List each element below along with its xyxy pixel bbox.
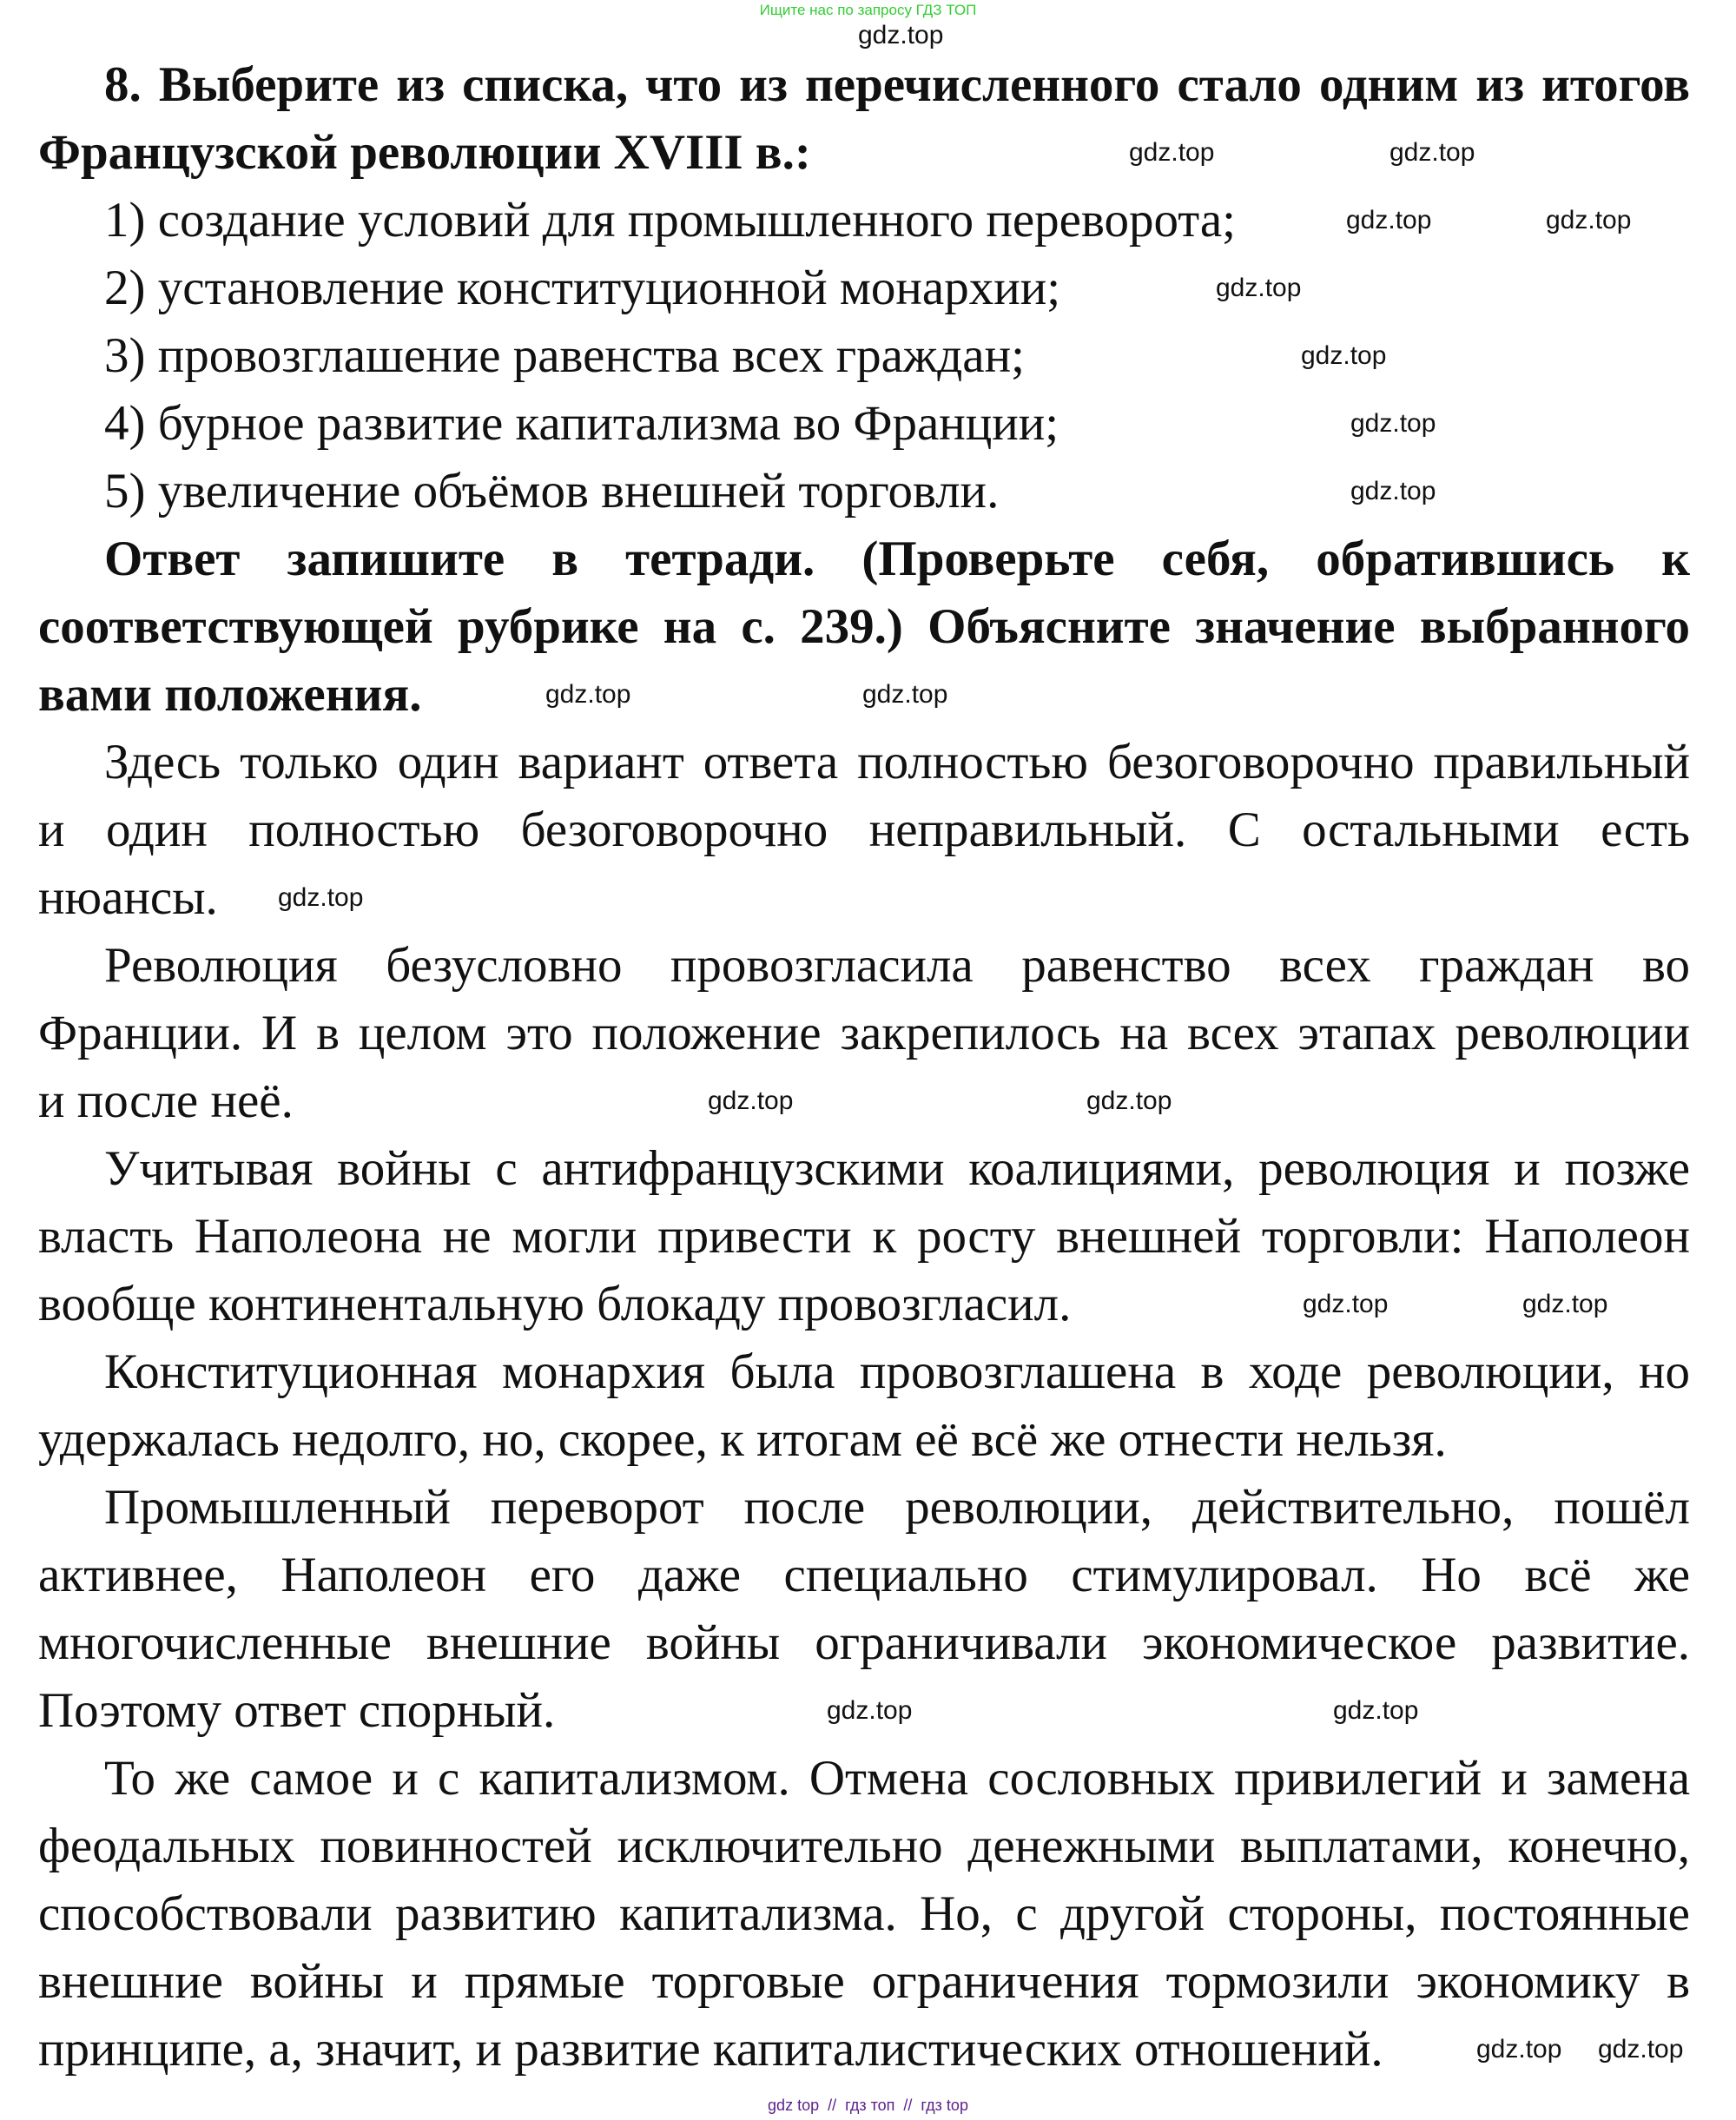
text-line: 4) бурное развитие капитализма во Франции; [104, 396, 1059, 451]
watermark: gdz.top [708, 1086, 794, 1115]
watermark: gdz.top [1303, 1290, 1389, 1318]
watermark: gdz.top [862, 680, 948, 709]
text-line-row [38, 1542, 1690, 1609]
text-line-row [38, 1609, 1690, 1677]
text-line: Ответ запишите в тетради. (Проверьте себя, обратившись к [104, 532, 1690, 586]
text-line-row [38, 1067, 1690, 1135]
document-body [38, 51, 1690, 2084]
text-line: вами положения. [38, 667, 422, 722]
text-line: Промышленный переворот после революции, действительно, пошёл [104, 1480, 1690, 1535]
text-line: и один полностью безоговорочно неправильный. С остальными есть [38, 802, 1690, 857]
answer-paragraph [38, 1135, 1690, 1338]
text-line: власть Наполеона не могли привести к росту внешней торговли: Наполеон [38, 1209, 1690, 1264]
list-item [38, 458, 1690, 525]
text-line-row [38, 1271, 1690, 1338]
watermark: gdz.top [1546, 206, 1632, 234]
text-line-row [38, 51, 1690, 119]
text-line: 2) установление конституционной монархии; [104, 261, 1061, 315]
watermark: gdz.top [1389, 138, 1475, 167]
text-line: Французской революции XVIII в.: [38, 125, 811, 180]
text-line-row [38, 525, 1690, 593]
text-line: 1) создание условий для промышленного переворота; [104, 193, 1236, 248]
text-line-row [38, 1000, 1690, 1067]
watermark: gdz.top [827, 1696, 913, 1725]
watermark: gdz.top [1476, 2035, 1562, 2064]
watermark: gdz.top [1333, 1696, 1419, 1725]
list-item [38, 322, 1690, 390]
text-line-row [38, 458, 1690, 525]
text-line-row [38, 254, 1690, 322]
text-line: 8. Выберите из списка, что из перечисленного стало одним из итогов [104, 57, 1690, 112]
text-line-row [38, 1203, 1690, 1271]
text-line-row [38, 187, 1690, 254]
text-line-row [38, 1474, 1690, 1542]
watermark: gdz.top [1301, 341, 1387, 370]
top-promo-note: Ищите нас по запросу ГДЗ ТОП [759, 2, 977, 18]
text-line-row [38, 322, 1690, 390]
text-line-row [38, 1745, 1690, 1813]
list-item [38, 187, 1690, 254]
text-line-row [38, 1880, 1690, 1948]
text-line: внешние войны и прямые торговые ограничения тормозили экономику в [38, 1954, 1690, 2009]
text-line: нюансы. [38, 870, 218, 925]
watermark: gdz.top [1598, 2035, 1684, 2064]
answer-paragraph [38, 1338, 1690, 1474]
watermark: gdz.top [1350, 477, 1436, 505]
text-line: активнее, Наполеон его даже специально стимулировал. Но всё же [38, 1548, 1690, 1602]
text-line: способствовали развитию капитализма. Но, с другой стороны, постоянные [38, 1886, 1690, 1941]
text-line: вообще континентальную блокаду провозгласил. [38, 1277, 1072, 1331]
text-line-row [38, 796, 1690, 864]
text-line: феодальных повинностей исключительно денежными выплатами, конечно, [38, 1819, 1690, 1873]
watermark: gdz.top [278, 883, 364, 912]
answer-paragraph [38, 932, 1690, 1135]
watermark: gdz.top [1350, 409, 1436, 438]
answer-paragraph [38, 1745, 1690, 2084]
watermark: gdz.top [858, 21, 944, 50]
text-line-row [38, 1406, 1690, 1474]
footer-links[interactable]: gdz top // гдз топ // гдз top [768, 2097, 968, 2114]
text-line-row [38, 729, 1690, 796]
text-line: удержалась недолго, но, скорее, к итогам её всё же отнести нельзя. [38, 1412, 1447, 1467]
text-line-row [38, 593, 1690, 661]
text-line-row [38, 1338, 1690, 1406]
text-line: принципе, а, значит, и развитие капиталистических отношений. [38, 2022, 1383, 2077]
text-line: 3) провозглашение равенства всех граждан; [104, 328, 1025, 383]
text-line: Поэтому ответ спорный. [38, 1683, 556, 1738]
text-line-row [38, 390, 1690, 458]
text-line: Конституционная монархия была провозглашена в ходе революции, но [104, 1344, 1690, 1399]
text-line: Здесь только один вариант ответа полностью безоговорочно правильный [104, 735, 1690, 789]
text-line-row [38, 1813, 1690, 1880]
text-line: Учитывая войны с антифранцузскими коалициями, революция и позже [104, 1141, 1690, 1196]
text-line: соответствующей рубрике на с. 239.) Объясните значение выбранного [38, 599, 1690, 654]
watermark: gdz.top [1086, 1086, 1172, 1115]
text-line-row [38, 932, 1690, 1000]
text-line-row [38, 2016, 1690, 2084]
text-line-row [38, 1135, 1690, 1203]
text-line-row [38, 1948, 1690, 2016]
list-item [38, 254, 1690, 322]
text-line: 5) увеличение объёмов внешней торговли. [104, 464, 1000, 518]
watermark: gdz.top [1346, 206, 1432, 234]
text-line: многочисленные внешние войны ограничивали экономическое развитие. [38, 1615, 1690, 1670]
text-line: Франции. И в целом это положение закрепилось на всех этапах революции [38, 1006, 1690, 1060]
watermark: gdz.top [545, 680, 631, 709]
watermark: gdz.top [1129, 138, 1215, 167]
text-line: То же самое и с капитализмом. Отмена сословных привилегий и замена [104, 1751, 1690, 1806]
text-line: и после неё. [38, 1073, 294, 1128]
text-line: Революция безусловно провозгласила равенство всех граждан во [104, 938, 1690, 993]
watermark: gdz.top [1216, 274, 1302, 302]
watermark: gdz.top [1522, 1290, 1608, 1318]
list-item [38, 390, 1690, 458]
